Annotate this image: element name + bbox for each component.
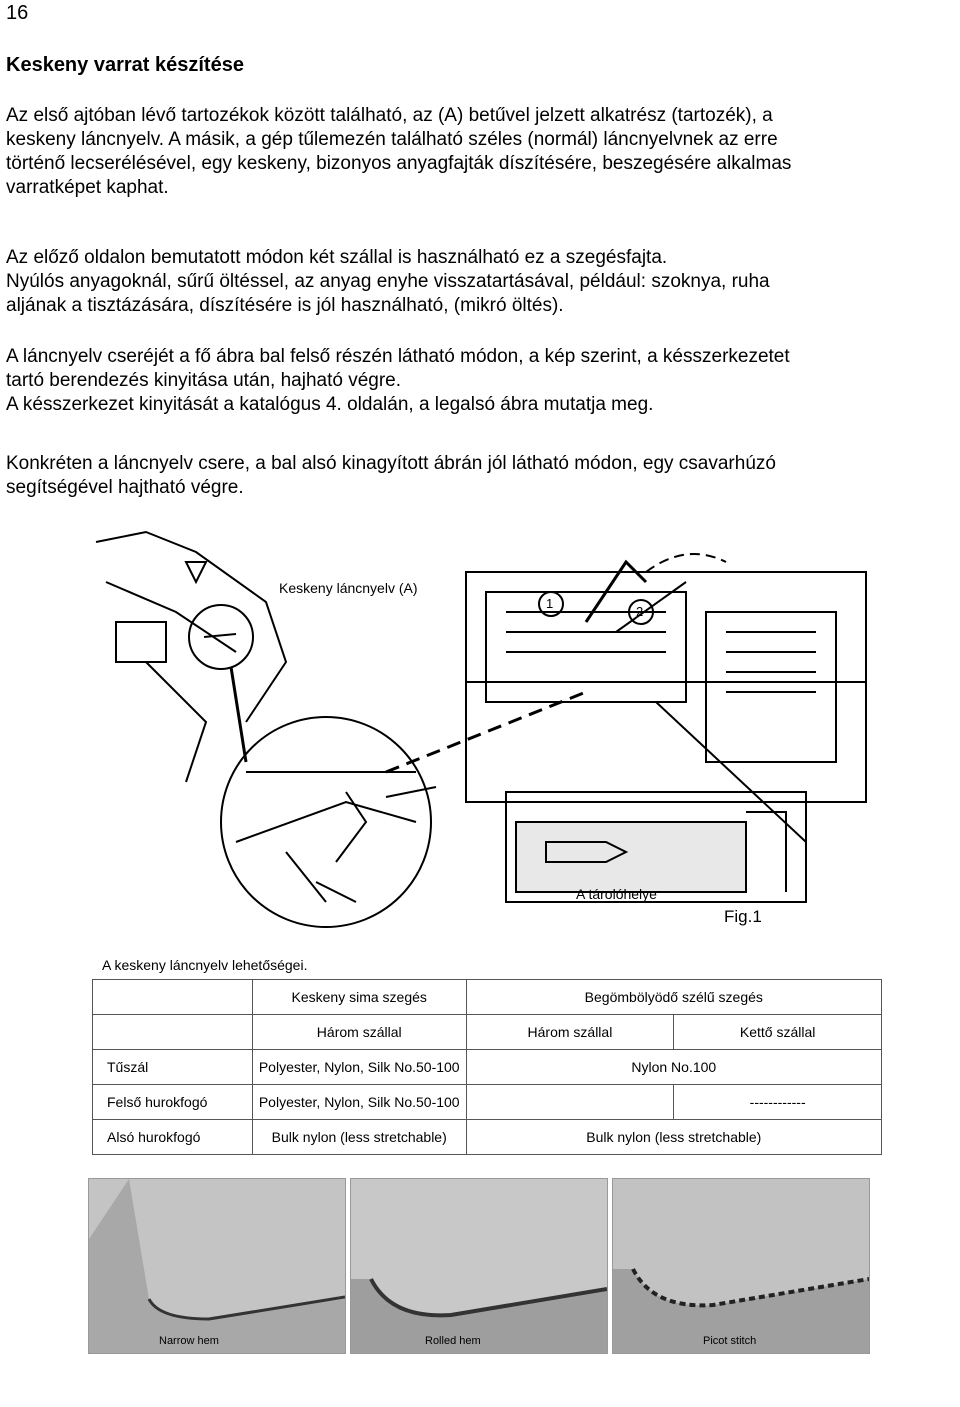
photo-picot-stitch xyxy=(612,1178,870,1354)
page-number: 16 xyxy=(6,2,29,24)
narrow-plate-options xyxy=(92,955,882,1165)
table-cell: Bulk nylon (less stretchable) xyxy=(252,1120,466,1155)
text-line: varratképet kaphat. xyxy=(6,177,169,198)
paragraph-usage xyxy=(6,246,951,318)
table-cell xyxy=(466,1085,674,1120)
machine-illustration xyxy=(86,522,874,942)
text-line: A késszerkezet kinyitását a katalógus 4. oldalán, a legalsó ábra mutatja meg. xyxy=(6,394,654,415)
table-cell: Kettő szállal xyxy=(674,1015,882,1050)
table-cell xyxy=(93,980,253,1015)
table-cell: Bulk nylon (less stretchable) xyxy=(466,1120,881,1155)
label-narrow-plate: Keskeny láncnyelv (A) xyxy=(279,580,418,596)
figure-caption: Fig.1 xyxy=(724,907,762,926)
photo-narrow-hem xyxy=(88,1178,346,1354)
fabric-image xyxy=(613,1179,869,1353)
table-row xyxy=(93,1085,882,1120)
text-line: aljának a tisztázására, díszítésére is jól használható, (mikró öltés). xyxy=(6,295,564,316)
page-title: Keskeny varrat készítése xyxy=(6,54,244,76)
options-table xyxy=(92,979,882,1155)
step-1-label: 1 xyxy=(546,596,554,611)
text-line: Az első ajtóban lévő tartozékok között található, az (A) betűvel jelzett alkatrész (tartozék), a xyxy=(6,105,773,126)
caption-rolled-hem: Rolled hem xyxy=(425,1335,481,1347)
label-storage: A tárolóhelye xyxy=(576,886,657,902)
figure-stitch-plate-replacement xyxy=(86,522,874,942)
text-line: keskeny láncnyelv. A másik, a gép tűlemezén található széles (normál) láncnyelvnek az erre xyxy=(6,129,778,150)
table-cell: Három szállal xyxy=(466,1015,674,1050)
text-line: Nyúlós anyagoknál, sűrű öltéssel, az anyag enyhe visszatartásával, például: szoknya, ruha xyxy=(6,271,770,292)
table-cell: Alsó hurokfogó xyxy=(93,1120,253,1155)
table-cell: Nylon No.100 xyxy=(466,1050,881,1085)
photo-rolled-hem xyxy=(350,1178,608,1354)
fabric-image xyxy=(89,1179,345,1353)
step-2-label: 2 xyxy=(636,604,644,619)
paragraph-intro xyxy=(6,104,951,200)
table-cell: Keskeny sima szegés xyxy=(252,980,466,1015)
table-row xyxy=(93,1120,882,1155)
table-cell: ------------ xyxy=(674,1085,882,1120)
table-row xyxy=(93,1015,882,1050)
text-line: A láncnyelv cseréjét a fő ábra bal felső részén látható módon, a kép szerint, a késszerkezetet xyxy=(6,346,790,367)
table-cell: Polyester, Nylon, Silk No.50-100 xyxy=(252,1085,466,1120)
table-cell: Felső hurokfogó xyxy=(93,1085,253,1120)
table-cell: Tűszál xyxy=(93,1050,253,1085)
caption-picot-stitch: Picot stitch xyxy=(703,1335,757,1347)
table-row xyxy=(93,1050,882,1085)
table-cell: Polyester, Nylon, Silk No.50-100 xyxy=(252,1050,466,1085)
text-line: Az előző oldalon bemutatott módon két szállal is használható ez a szegésfajta. xyxy=(6,247,668,268)
paragraph-screwdriver xyxy=(6,452,951,500)
fabric-image xyxy=(351,1179,607,1353)
caption-narrow-hem: Narrow hem xyxy=(159,1335,219,1347)
paragraph-replacement xyxy=(6,345,951,417)
table-title: A keskeny láncnyelv lehetőségei. xyxy=(102,957,308,973)
table-row xyxy=(93,980,882,1015)
text-line: tartó berendezés kinyitása után, hajható végre. xyxy=(6,370,402,391)
text-line: segítségével hajtható végre. xyxy=(6,477,244,498)
text-line: történő lecserélésével, egy keskeny, bizonyos anyagfajták díszítésére, beszegésére alkalmas xyxy=(6,153,792,174)
table-cell: Begömbölyödő szélű szegés xyxy=(466,980,881,1015)
seam-photos xyxy=(88,1178,870,1352)
table-cell: Három szállal xyxy=(252,1015,466,1050)
text-line: Konkréten a láncnyelv csere, a bal alsó kinagyított ábrán jól látható módon, egy csavarhúzó xyxy=(6,453,776,474)
table-cell xyxy=(93,1015,253,1050)
